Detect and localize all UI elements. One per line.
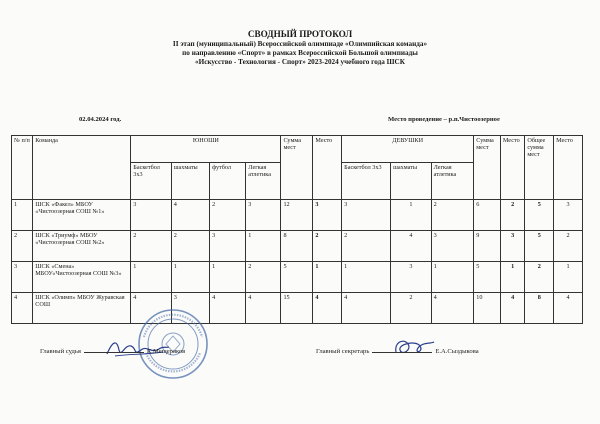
document-title: СВОДНЫЙ ПРОТОКОЛ bbox=[247, 29, 353, 39]
header-line-3: «Искусство - Технология - Спорт» 2023-2024 учебного года ШСК bbox=[195, 58, 405, 66]
header-sum-boys: Сумма мест bbox=[281, 136, 313, 200]
cell-girls-athletics: 1 bbox=[431, 262, 474, 293]
cell-place-total: 4 bbox=[554, 293, 583, 324]
venue-text: Место проведение – р.п.Чистоозерное bbox=[388, 116, 500, 123]
cell-boys-place: 3 bbox=[313, 200, 342, 231]
cell-boys-athletics: 1 bbox=[246, 231, 281, 262]
cell-girls-place: 3 bbox=[500, 231, 524, 262]
cell-boys-chess: 3 bbox=[171, 293, 209, 324]
header-boys: ЮНОШИ bbox=[131, 136, 281, 163]
event-girls-basketball: Баскетбол 3х3 bbox=[342, 163, 391, 200]
header-line-2: по направлению «Спорт» в рамках Всероссийской Большой олимпиады bbox=[182, 49, 418, 57]
secretary-name: Е.А.Сыздыкова bbox=[435, 348, 479, 355]
secretary-label: Главный секретарь bbox=[316, 348, 370, 355]
cell-boys-sum: 5 bbox=[281, 262, 313, 293]
row-team: ШСК «Смена» МБОУ«Чистоозерная СОШ №3» bbox=[33, 262, 131, 293]
row-num: 4 bbox=[12, 293, 33, 324]
event-boys-chess: шахматы bbox=[171, 163, 209, 200]
cell-girls-sum: 10 bbox=[474, 293, 501, 324]
cell-boys-athletics: 4 bbox=[246, 293, 281, 324]
cell-girls-basketball: 4 bbox=[342, 293, 391, 324]
cell-girls-athletics: 4 bbox=[431, 293, 474, 324]
cell-boys-football: 4 bbox=[210, 293, 246, 324]
cell-boys-chess: 1 bbox=[171, 262, 209, 293]
row-team: ШСК «Олимп» МБОУ Журавская СОШ bbox=[33, 293, 131, 324]
header-num: № п/п bbox=[12, 136, 33, 200]
cell-boys-sum: 8 bbox=[281, 231, 313, 262]
event-girls-chess: шахматы bbox=[391, 163, 431, 200]
protocol-date: 02.04.2024 год. bbox=[79, 116, 122, 123]
cell-girls-place: 1 bbox=[500, 262, 524, 293]
row-team: ШСК «Факел» МБОУ «Чистоозерная СОШ №1» bbox=[33, 200, 131, 231]
cell-boys-athletics: 3 bbox=[246, 200, 281, 231]
cell-boys-basketball: 4 bbox=[131, 293, 171, 324]
header-sum-girls: Сумма мест bbox=[474, 136, 501, 200]
row-num: 3 bbox=[12, 262, 33, 293]
table-row bbox=[12, 262, 583, 293]
secretary-signature-line bbox=[316, 348, 479, 355]
results-table bbox=[11, 135, 583, 324]
cell-girls-place: 4 bbox=[500, 293, 524, 324]
cell-boys-place: 1 bbox=[313, 262, 342, 293]
cell-place-total: 2 bbox=[554, 231, 583, 262]
header-total: Общее сумма мест bbox=[525, 136, 554, 200]
header-girls: ДЕВУШКИ bbox=[342, 136, 474, 163]
cell-girls-sum: 5 bbox=[474, 262, 501, 293]
cell-total: 2 bbox=[525, 262, 554, 293]
cell-girls-athletics: 3 bbox=[431, 231, 474, 262]
document-header bbox=[0, 29, 600, 67]
cell-girls-chess: 4 bbox=[391, 231, 431, 262]
event-boys-football: футбол bbox=[210, 163, 246, 200]
cell-boys-football: 2 bbox=[210, 200, 246, 231]
cell-boys-football: 3 bbox=[210, 231, 246, 262]
cell-girls-chess: 3 bbox=[391, 262, 431, 293]
header-line-1: II этап (муниципальный) Всероссийской олимпиаде «Олимпийская команда» bbox=[172, 40, 428, 48]
cell-girls-chess: 2 bbox=[391, 293, 431, 324]
cell-girls-sum: 9 bbox=[474, 231, 501, 262]
cell-total: 5 bbox=[525, 231, 554, 262]
header-place-girls: Место bbox=[500, 136, 524, 200]
cell-boys-athletics: 2 bbox=[246, 262, 281, 293]
cell-boys-basketball: 3 bbox=[131, 200, 171, 231]
cell-girls-athletics: 2 bbox=[431, 200, 474, 231]
cell-boys-sum: 12 bbox=[281, 200, 313, 231]
event-boys-basketball: Баскетбол 3х3 bbox=[131, 163, 171, 200]
cell-boys-chess: 2 bbox=[171, 231, 209, 262]
table-header-row bbox=[12, 136, 583, 163]
cell-boys-basketball: 2 bbox=[131, 231, 171, 262]
cell-place-total: 1 bbox=[554, 262, 583, 293]
cell-girls-basketball: 2 bbox=[342, 231, 391, 262]
judge-label: Главный судья bbox=[40, 348, 81, 355]
cell-boys-sum: 15 bbox=[281, 293, 313, 324]
cell-boys-basketball: 1 bbox=[131, 262, 171, 293]
row-num: 2 bbox=[12, 231, 33, 262]
cell-total: 5 bbox=[525, 200, 554, 231]
table-row bbox=[12, 200, 583, 231]
cell-total: 8 bbox=[525, 293, 554, 324]
header-place-boys: Место bbox=[313, 136, 342, 200]
row-team: ШСК «Триумф» МБОУ «Чистоозерная СОШ №2» bbox=[33, 231, 131, 262]
judge-signature-underline bbox=[84, 352, 144, 353]
cell-place-total: 3 bbox=[554, 200, 583, 231]
cell-boys-place: 4 bbox=[313, 293, 342, 324]
header-team: Команда bbox=[33, 136, 131, 200]
table-row bbox=[12, 231, 583, 262]
table-row bbox=[12, 293, 583, 324]
cell-girls-chess: 1 bbox=[391, 200, 431, 231]
event-boys-athletics: Легкая атлетика bbox=[246, 163, 281, 200]
cell-boys-place: 2 bbox=[313, 231, 342, 262]
cell-girls-sum: 6 bbox=[474, 200, 501, 231]
judge-signature-line bbox=[40, 348, 185, 355]
cell-boys-chess: 4 bbox=[171, 200, 209, 231]
cell-girls-basketball: 1 bbox=[342, 262, 391, 293]
event-girls-athletics: Легкая атлетика bbox=[431, 163, 474, 200]
cell-boys-football: 1 bbox=[210, 262, 246, 293]
judge-name: К.Мещеряков bbox=[146, 348, 186, 355]
row-num: 1 bbox=[12, 200, 33, 231]
secretary-signature-underline bbox=[372, 352, 432, 353]
cell-girls-basketball: 3 bbox=[342, 200, 391, 231]
header-place-total: Место bbox=[554, 136, 583, 200]
cell-girls-place: 2 bbox=[500, 200, 524, 231]
